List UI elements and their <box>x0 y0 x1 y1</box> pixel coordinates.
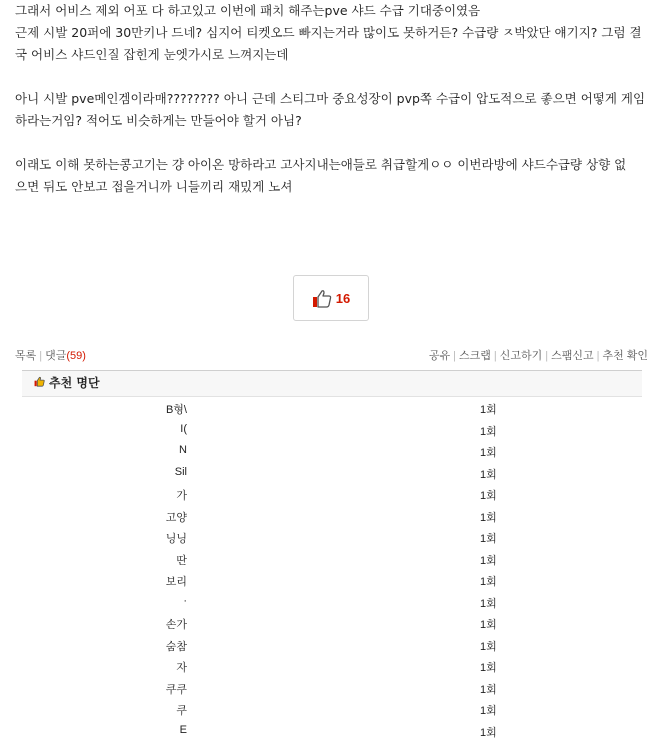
recommender-nickname[interactable]: 손가 <box>165 619 187 631</box>
recommender-list <box>22 370 642 741</box>
recommender-nickname[interactable]: E <box>179 723 187 736</box>
recommender-nickname[interactable]: 딴 <box>176 554 187 567</box>
recommend-times: 1회 <box>480 640 497 653</box>
share-link[interactable]: 공유 <box>428 350 451 362</box>
post-line: 국 어비스 샤드인질 잡힌게 눈엣가시로 느껴지는데 <box>15 47 289 62</box>
recommend-times: 1회 <box>480 576 497 588</box>
comment-count: (59) <box>66 350 86 362</box>
recommender-row <box>22 634 642 656</box>
recommend-times: 1회 <box>480 683 497 696</box>
post-line: 그래서 어비스 제외 어포 다 하고있고 이번에 패치 해주는pve 샤드 수급 기대중이였음 <box>15 3 481 18</box>
post-content <box>15 0 655 198</box>
recommender-row <box>22 612 642 634</box>
recommender-nickname[interactable]: 숨참 <box>165 640 187 653</box>
post-line: 하라는거임? 적어도 비슷하게는 만들어야 할거 아님? <box>15 113 302 128</box>
recommender-row <box>22 483 642 505</box>
recommender-nickname[interactable]: 닝닝 <box>165 533 187 545</box>
recommend-times: 1회 <box>480 554 497 567</box>
post-action-bar: 목록 | 댓글(59) 공유 | 스크랩 | 신고하기 | 스팸신고 | 추천 확인 <box>15 350 648 362</box>
recommender-nickname[interactable]: I( <box>180 422 187 435</box>
recommender-row <box>22 698 642 720</box>
recommender-nickname[interactable]: 쿠 <box>176 705 187 717</box>
recommender-row <box>22 462 642 484</box>
recommender-row <box>22 440 642 462</box>
comment-link[interactable] <box>45 350 86 362</box>
recommender-row <box>22 548 642 570</box>
recommend-times: 1회 <box>480 597 497 610</box>
recommender-row <box>22 720 642 742</box>
recommend-button[interactable] <box>293 275 369 321</box>
scrap-link[interactable]: 스크랩 <box>458 350 491 362</box>
recommend-times: 1회 <box>480 705 497 717</box>
recommend-check-link[interactable]: 추천 확인 <box>602 350 648 362</box>
comment-label: 댓글 <box>45 350 67 362</box>
recommender-nickname[interactable]: Sil <box>174 465 187 478</box>
recommender-nickname[interactable]: 보리 <box>165 576 187 588</box>
recommend-times: 1회 <box>480 533 497 545</box>
spam-report-link[interactable]: 스팸신고 <box>551 350 594 362</box>
recommend-times: 1회 <box>480 511 497 524</box>
post-line: 아니 시발 pve메인겜이라매???????? 아니 근데 스티그마 중요성장이 pvp쪽 수급이 압도적으로 좋으면 어떻게 게임 <box>15 91 646 106</box>
recommend-times: 1회 <box>480 619 497 631</box>
recommender-nickname[interactable]: 자 <box>176 662 187 674</box>
recommend-count: 16 <box>335 290 351 306</box>
recommend-times: 1회 <box>480 490 497 502</box>
recommender-row <box>22 591 642 613</box>
recommender-list-header <box>22 371 642 397</box>
recommender-nickname[interactable]: 고양 <box>165 511 187 524</box>
post-line: 으면 뒤도 안보고 접을거니까 니들끼리 재밌게 노셔 <box>15 179 293 194</box>
recommender-nickname[interactable]: 쿠쿠 <box>165 683 187 696</box>
recommender-row <box>22 655 642 677</box>
recommender-nickname[interactable]: N <box>179 444 187 456</box>
post-line: 이래도 이해 못하는콩고기는 걍 아이온 망하라고 고사지내는애들로 취급할게ㅇㅇ 이번라방에 샤드수급량 상향 없 <box>15 157 627 172</box>
list-link[interactable]: 목록 <box>15 350 37 362</box>
recommender-row <box>22 505 642 527</box>
recommender-row <box>22 397 642 419</box>
recommend-times: 1회 <box>480 468 497 481</box>
recommender-list-title: 추천 명단 <box>49 376 100 390</box>
recommend-times: 1회 <box>480 662 497 674</box>
thumbs-up-icon <box>312 289 332 308</box>
recommender-rows <box>22 397 642 741</box>
recommender-row <box>22 569 642 591</box>
recommender-row <box>22 526 642 548</box>
recommend-times: 1회 <box>480 726 497 739</box>
recommender-row <box>22 677 642 699</box>
report-link[interactable]: 신고하기 <box>499 350 543 362</box>
recommender-row <box>22 419 642 441</box>
recommender-nickname[interactable]: · <box>183 594 187 607</box>
recommender-nickname[interactable]: 가 <box>176 490 187 502</box>
recommend-times: 1회 <box>480 447 497 459</box>
thumbs-up-icon <box>34 371 45 396</box>
recommend-times: 1회 <box>480 404 497 416</box>
post-line: 근제 시발 20퍼에 30만키나 드네? 심지어 티켓오드 빠지는거라 많이도 못하거든? 수급량 ㅈ박았단 얘기지? 그럼 결 <box>15 25 642 40</box>
recommender-nickname[interactable]: B형\ <box>165 404 187 416</box>
recommend-times: 1회 <box>480 425 497 438</box>
